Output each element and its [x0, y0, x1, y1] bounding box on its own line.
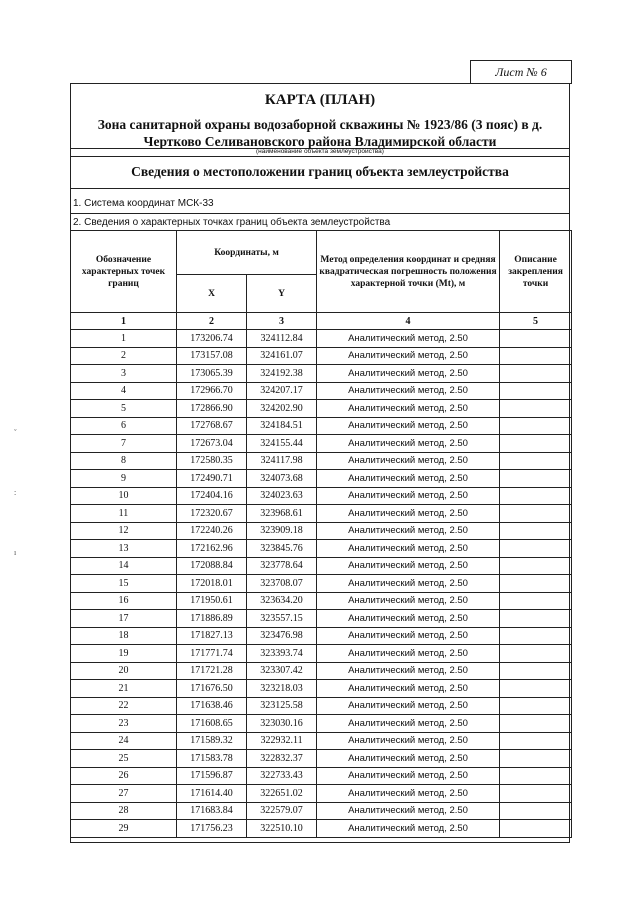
table-row: [71, 347, 572, 365]
x-coordinate-cell: 172018.01: [177, 575, 247, 593]
y-coordinate-cell: 322651.02: [247, 785, 317, 803]
y-coordinate-cell: 324207.17: [247, 382, 317, 400]
y-coordinate-cell: 323909.18: [247, 522, 317, 540]
point-number-cell: 8: [71, 452, 177, 470]
method-cell: Аналитический метод, 2.50: [317, 540, 500, 558]
point-number-cell: 15: [71, 575, 177, 593]
x-coordinate-cell: 171827.13: [177, 627, 247, 645]
page-title: КАРТА (ПЛАН): [264, 92, 376, 108]
method-cell: Аналитический метод, 2.50: [317, 715, 500, 733]
description-cell: [500, 400, 572, 418]
x-coordinate-cell: 172673.04: [177, 435, 247, 453]
method-cell: Аналитический метод, 2.50: [317, 557, 500, 575]
point-number-cell: 11: [71, 505, 177, 523]
table-row: [71, 487, 572, 505]
point-number-cell: 4: [71, 382, 177, 400]
table-row: [71, 697, 572, 715]
method-cell: Аналитический метод, 2.50: [317, 417, 500, 435]
y-coordinate-cell: 324117.98: [247, 452, 317, 470]
x-coordinate-cell: 171583.78: [177, 750, 247, 768]
x-coordinate-cell: 171589.32: [177, 732, 247, 750]
method-cell: Аналитический метод, 2.50: [317, 505, 500, 523]
col-number: 4: [317, 313, 500, 330]
header-description: Описание закрепления точки: [500, 231, 572, 313]
section-title: Сведения о местоположении границ объекта землеустройства: [131, 164, 509, 179]
document-frame: [70, 83, 570, 843]
y-coordinate-cell: 323218.03: [247, 680, 317, 698]
divider: [71, 213, 569, 214]
table-row: [71, 400, 572, 418]
method-cell: Аналитический метод, 2.50: [317, 470, 500, 488]
scan-artifact: ı: [14, 548, 17, 557]
x-coordinate-cell: 171614.40: [177, 785, 247, 803]
point-number-cell: 5: [71, 400, 177, 418]
method-cell: Аналитический метод, 2.50: [317, 662, 500, 680]
y-coordinate-cell: 322579.07: [247, 802, 317, 820]
y-coordinate-cell: 322832.37: [247, 750, 317, 768]
x-coordinate-cell: 171608.65: [177, 715, 247, 733]
description-cell: [500, 767, 572, 785]
column-numbers-row: [71, 313, 572, 330]
col-number: 2: [177, 313, 247, 330]
point-number-cell: 29: [71, 820, 177, 838]
table-row: [71, 382, 572, 400]
method-cell: Аналитический метод, 2.50: [317, 575, 500, 593]
x-coordinate-cell: 171596.87: [177, 767, 247, 785]
col-number: 1: [71, 313, 177, 330]
y-coordinate-cell: 323778.64: [247, 557, 317, 575]
x-coordinate-cell: 172866.90: [177, 400, 247, 418]
description-cell: [500, 347, 572, 365]
table-row: [71, 452, 572, 470]
method-cell: Аналитический метод, 2.50: [317, 732, 500, 750]
x-coordinate-cell: 173065.39: [177, 365, 247, 383]
point-number-cell: 24: [71, 732, 177, 750]
y-coordinate-cell: 322733.43: [247, 767, 317, 785]
x-coordinate-cell: 172088.84: [177, 557, 247, 575]
point-number-cell: 1: [71, 330, 177, 348]
table-row: [71, 505, 572, 523]
y-coordinate-cell: 324073.68: [247, 470, 317, 488]
x-coordinate-cell: 171638.46: [177, 697, 247, 715]
object-name-line1: Зона санитарной охраны водозаборной скважины № 1923/86 (3 пояс) в д.: [97, 117, 543, 132]
method-cell: Аналитический метод, 2.50: [317, 802, 500, 820]
x-coordinate-cell: 172162.96: [177, 540, 247, 558]
description-cell: [500, 487, 572, 505]
description-cell: [500, 627, 572, 645]
y-coordinate-cell: 323708.07: [247, 575, 317, 593]
description-cell: [500, 662, 572, 680]
table-row: [71, 592, 572, 610]
method-cell: Аналитический метод, 2.50: [317, 452, 500, 470]
x-coordinate-cell: 171721.28: [177, 662, 247, 680]
x-coordinate-cell: 171683.84: [177, 802, 247, 820]
table-row: [71, 557, 572, 575]
x-coordinate-cell: 171756.23: [177, 820, 247, 838]
description-cell: [500, 557, 572, 575]
table-row: [71, 715, 572, 733]
table-row: [71, 435, 572, 453]
method-cell: Аналитический метод, 2.50: [317, 697, 500, 715]
table-row: [71, 732, 572, 750]
x-coordinate-cell: 172768.67: [177, 417, 247, 435]
object-name-line2: Чертково Селивановского района Владимирской области: [143, 134, 497, 149]
method-cell: Аналитический метод, 2.50: [317, 592, 500, 610]
table-row: [71, 750, 572, 768]
point-number-cell: 22: [71, 697, 177, 715]
point-number-cell: 10: [71, 487, 177, 505]
points-table: [70, 230, 572, 838]
description-cell: [500, 417, 572, 435]
table-row: [71, 680, 572, 698]
y-coordinate-cell: 324155.44: [247, 435, 317, 453]
table-row: [71, 645, 572, 663]
point-number-cell: 28: [71, 802, 177, 820]
col-number: 5: [500, 313, 572, 330]
table-row: [71, 522, 572, 540]
method-cell: Аналитический метод, 2.50: [317, 382, 500, 400]
y-coordinate-cell: 324023.63: [247, 487, 317, 505]
y-coordinate-cell: 323030.16: [247, 715, 317, 733]
point-number-cell: 6: [71, 417, 177, 435]
x-coordinate-cell: 172404.16: [177, 487, 247, 505]
coord-system-label: 1. Система координат МСК-33: [73, 198, 214, 209]
description-cell: [500, 750, 572, 768]
scan-artifact: ˇ: [14, 428, 17, 437]
method-cell: Аналитический метод, 2.50: [317, 680, 500, 698]
y-coordinate-cell: 323557.15: [247, 610, 317, 628]
description-cell: [500, 715, 572, 733]
x-coordinate-cell: 172580.35: [177, 452, 247, 470]
table-row: [71, 330, 572, 348]
sheet-number: Лист № 6: [470, 60, 572, 84]
description-cell: [500, 820, 572, 838]
x-coordinate-cell: 172240.26: [177, 522, 247, 540]
object-name: [77, 116, 563, 150]
y-coordinate-cell: 324161.07: [247, 347, 317, 365]
y-coordinate-cell: 324192.38: [247, 365, 317, 383]
point-number-cell: 14: [71, 557, 177, 575]
y-coordinate-cell: 324112.84: [247, 330, 317, 348]
method-cell: Аналитический метод, 2.50: [317, 435, 500, 453]
description-cell: [500, 382, 572, 400]
method-cell: Аналитический метод, 2.50: [317, 610, 500, 628]
header-y: Y: [247, 275, 317, 313]
table-row: [71, 785, 572, 803]
point-number-cell: 13: [71, 540, 177, 558]
point-number-cell: 2: [71, 347, 177, 365]
divider: [71, 156, 569, 157]
point-number-cell: 26: [71, 767, 177, 785]
description-cell: [500, 697, 572, 715]
x-coordinate-cell: 171950.61: [177, 592, 247, 610]
table-row: [71, 470, 572, 488]
method-cell: Аналитический метод, 2.50: [317, 820, 500, 838]
point-number-cell: 9: [71, 470, 177, 488]
table-row: [71, 417, 572, 435]
table-row: [71, 540, 572, 558]
y-coordinate-cell: 323125.58: [247, 697, 317, 715]
point-number-cell: 19: [71, 645, 177, 663]
y-coordinate-cell: 323393.74: [247, 645, 317, 663]
header-designation: Обозначение характерных точек границ: [71, 231, 177, 313]
method-cell: Аналитический метод, 2.50: [317, 330, 500, 348]
x-coordinate-cell: 171771.74: [177, 645, 247, 663]
description-cell: [500, 802, 572, 820]
x-coordinate-cell: 173157.08: [177, 347, 247, 365]
method-cell: Аналитический метод, 2.50: [317, 767, 500, 785]
point-number-cell: 23: [71, 715, 177, 733]
description-cell: [500, 575, 572, 593]
y-coordinate-cell: 323634.20: [247, 592, 317, 610]
description-cell: [500, 732, 572, 750]
point-number-cell: 25: [71, 750, 177, 768]
description-cell: [500, 680, 572, 698]
x-coordinate-cell: 172966.70: [177, 382, 247, 400]
description-cell: [500, 452, 572, 470]
y-coordinate-cell: 323476.98: [247, 627, 317, 645]
method-cell: Аналитический метод, 2.50: [317, 487, 500, 505]
description-cell: [500, 522, 572, 540]
method-cell: Аналитический метод, 2.50: [317, 750, 500, 768]
table-row: [71, 662, 572, 680]
y-coordinate-cell: 323845.76: [247, 540, 317, 558]
x-coordinate-cell: 171676.50: [177, 680, 247, 698]
method-cell: Аналитический метод, 2.50: [317, 400, 500, 418]
point-number-cell: 12: [71, 522, 177, 540]
description-cell: [500, 610, 572, 628]
table-row: [71, 627, 572, 645]
description-cell: [500, 645, 572, 663]
point-number-cell: 27: [71, 785, 177, 803]
header-x: X: [177, 275, 247, 313]
divider: [71, 188, 569, 189]
y-coordinate-cell: 322932.11: [247, 732, 317, 750]
point-number-cell: 21: [71, 680, 177, 698]
description-cell: [500, 505, 572, 523]
header-method: Метод определения координат и средняя квадратическая погрешность положения характерной точки (Mt), м: [317, 231, 500, 313]
table-row: [71, 610, 572, 628]
header-coordinates: Координаты, м: [177, 231, 317, 275]
x-coordinate-cell: 173206.74: [177, 330, 247, 348]
method-cell: Аналитический метод, 2.50: [317, 627, 500, 645]
col-number: 3: [247, 313, 317, 330]
method-cell: Аналитический метод, 2.50: [317, 522, 500, 540]
y-coordinate-cell: 322510.10: [247, 820, 317, 838]
method-cell: Аналитический метод, 2.50: [317, 347, 500, 365]
point-number-cell: 3: [71, 365, 177, 383]
table-row: [71, 365, 572, 383]
description-cell: [500, 785, 572, 803]
x-coordinate-cell: 171886.89: [177, 610, 247, 628]
description-cell: [500, 330, 572, 348]
method-cell: Аналитический метод, 2.50: [317, 365, 500, 383]
x-coordinate-cell: 172490.71: [177, 470, 247, 488]
point-number-cell: 7: [71, 435, 177, 453]
table-row: [71, 575, 572, 593]
description-cell: [500, 540, 572, 558]
point-number-cell: 18: [71, 627, 177, 645]
point-number-cell: 20: [71, 662, 177, 680]
points-info-label: 2. Сведения о характерных точках границ объекта землеустройства: [73, 217, 391, 228]
table-row: [71, 767, 572, 785]
scan-artifact: :: [14, 488, 17, 497]
object-caption: (наименование объекта землеустройства): [256, 148, 384, 155]
y-coordinate-cell: 324202.90: [247, 400, 317, 418]
method-cell: Аналитический метод, 2.50: [317, 645, 500, 663]
method-cell: Аналитический метод, 2.50: [317, 785, 500, 803]
description-cell: [500, 592, 572, 610]
y-coordinate-cell: 323968.61: [247, 505, 317, 523]
table-row: [71, 802, 572, 820]
y-coordinate-cell: 324184.51: [247, 417, 317, 435]
description-cell: [500, 435, 572, 453]
x-coordinate-cell: 172320.67: [177, 505, 247, 523]
description-cell: [500, 470, 572, 488]
y-coordinate-cell: 323307.42: [247, 662, 317, 680]
point-number-cell: 16: [71, 592, 177, 610]
table-row: [71, 820, 572, 838]
description-cell: [500, 365, 572, 383]
point-number-cell: 17: [71, 610, 177, 628]
